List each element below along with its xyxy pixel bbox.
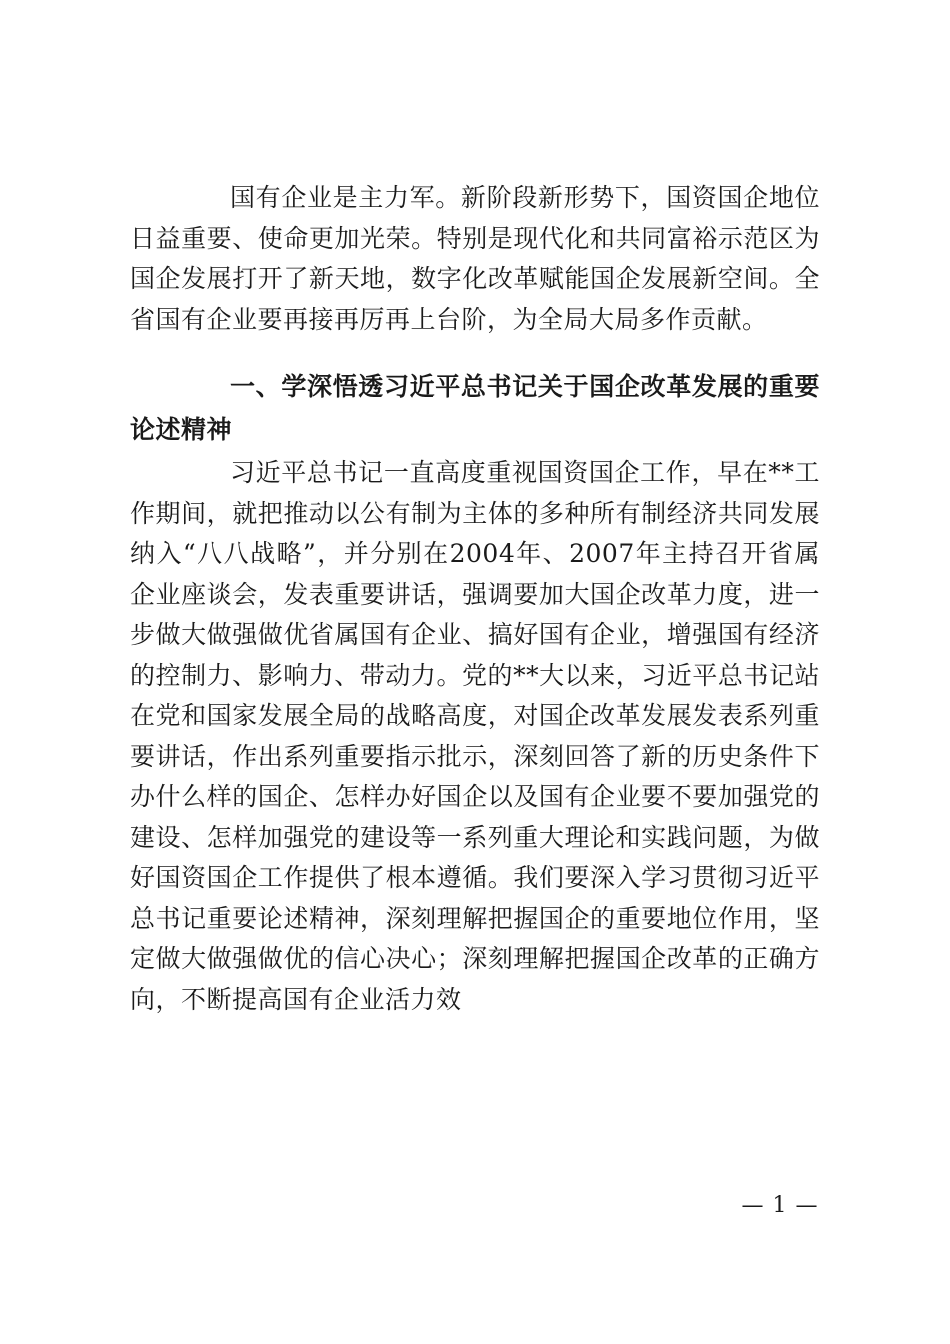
section-heading: 一、学深悟透习近平总书记关于国企改革发展的重要论述精神 xyxy=(130,372,820,444)
page-number: — 1 — xyxy=(741,1193,819,1218)
paragraph-intro: 国有企业是主力军。新阶段新形势下，国资国企地位日益重要、使命更加光荣。特别是现代化和共同富裕示范区为国企发展打开了新天地，数字化改革赋能国企发展新空间。全省国有企业要再接再厉再上台阶，为全局大局多作贡献。 xyxy=(130,183,820,334)
paragraph-body: 习近平总书记一直高度重视国资国企工作，早在**工作期间，就把推动以公有制为主体的多种所有制经济共同发展纳入“八八战略”，并分别在2004年、2007年主持召开省属企业座谈会，发表重要讲话，强调要加大国企改革力度，进一步做大做强做优省属国有企业、搞好国有企业，增强国有经济的控制力、影响力、带动力。党的**大以来，习近平总书记站在党和国家发展全局的战略高度，对国企改革发展发表系列重要讲话，作出系列重要指示批示，深刻回答了新的历史条件下办什么样的国企、怎样办好国企以及国有企业要不要加强党的建设、怎样加强党的建设等一系列重大理论和实践问题，为做好国资国企工作提供了根本遵循。我们要深入学习贯彻习近平总书记重要论述精神，深刻理解把握国企的重要地位作用，坚定做大做强做优的信心决心；深刻理解把握国企改革的正确方向，不断提高国有企业活力效 xyxy=(130,458,820,1014)
